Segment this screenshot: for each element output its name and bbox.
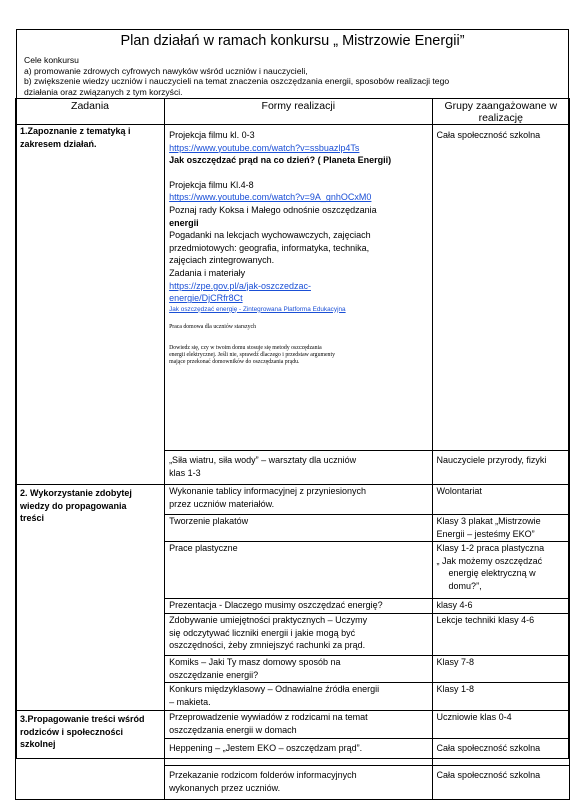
group-line: Cała społeczność szkolna	[436, 770, 541, 780]
goal-b-line2: działania oraz związanych z tym korzyści.	[24, 86, 183, 97]
goals-label: Cele konkursu	[24, 55, 79, 65]
task-3-line2: rodziców i społeczności	[20, 726, 124, 737]
group-line: Wolontariat	[436, 486, 482, 496]
forms-cell	[165, 614, 432, 656]
forms-cell	[165, 683, 432, 711]
wind-line1: „Siła wiatru, siła wody” – warsztaty dla uczniów	[169, 455, 357, 465]
group-line: Cała społeczność szkolna	[436, 743, 541, 753]
group-cell-wind: Nauczyciele przyrody, fizyki	[432, 451, 569, 485]
forms-cell-wind	[165, 451, 432, 485]
forms-cell	[165, 485, 432, 515]
group-cell	[432, 515, 569, 542]
group-cell	[432, 766, 569, 800]
film2-link[interactable]: https://www.youtube.com/watch?v=9A_gnhOCxM0	[169, 192, 372, 203]
zpe-link-line1[interactable]: https://zpe.gov.pl/a/jak-oszczedzac-	[169, 280, 311, 291]
group-cell-1: Cała społeczność szkolna	[432, 125, 569, 451]
group-line: Lekcje techniki klasy 4-6	[436, 615, 535, 625]
forms-cell	[165, 599, 432, 614]
table-row	[16, 125, 570, 451]
forms-cell	[165, 515, 432, 542]
pogadanki-line3: zajęciach zintegrowanych.	[169, 255, 275, 266]
form-line: wykonanych przez uczniów.	[169, 782, 281, 793]
group-cell	[432, 739, 569, 766]
group-cell	[432, 599, 569, 614]
forms-cell	[165, 542, 432, 599]
koksa-line2: energii	[169, 217, 199, 228]
group-line: Energii – jesteśmy EKO”	[436, 528, 535, 539]
group-line: „ Jak możemy oszczędzać	[436, 555, 543, 566]
action-plan-table	[15, 98, 570, 800]
homework-desc-1: Dowiedz się, czy w twoim domu stosuje się metody oszczędzania	[169, 344, 322, 351]
group-line: klasy 4-6	[436, 600, 473, 610]
group-line: Klasy 1-2 praca plastyczna	[436, 543, 545, 553]
group-line: domu?”,	[448, 580, 482, 591]
form-line: – makieta.	[169, 696, 211, 707]
koksa-line1: Poznaj rady Koksa i Małego odnośnie oszczędzania	[169, 204, 377, 215]
page-title: Plan działań w ramach konkursu „ Mistrzowie Energii”	[120, 33, 465, 49]
forms-cell	[165, 739, 432, 766]
homework-desc-3: mające przekonać domowników do oszczędzania prądu.	[169, 359, 300, 366]
task-1-line1: 1.Zapoznanie z tematyką i	[20, 126, 131, 136]
form-line: Tworzenie plakatów	[169, 516, 249, 526]
document-page	[16, 29, 569, 793]
forms-cell-1	[165, 125, 432, 451]
forms-cell	[165, 766, 432, 800]
form-line: Komiks – Jaki Ty masz domowy sposób na	[169, 657, 341, 667]
homework-desc-2: energii elektrycznej. Jeśli nie, sprawdź dlaczego i przedstaw argumenty	[169, 352, 335, 359]
forms-cell	[165, 711, 432, 739]
group-cell	[432, 656, 569, 683]
table-row	[16, 711, 570, 739]
group-cell	[432, 485, 569, 515]
zpe-title-link[interactable]: Jak oszczędzać energię - Zintegrowana Platforma Edukacyjna	[169, 305, 346, 313]
form-line: Zdobywanie umiejętności praktycznych – Uczymy	[169, 615, 368, 625]
group-cell	[432, 683, 569, 711]
group-line: Klasy 1-8	[436, 684, 475, 694]
task-3-line1: 3.Propagowanie treści wśród	[20, 714, 145, 724]
film1-title: Jak oszczędzać prąd na co dzień? ( Planeta Energii)	[169, 155, 392, 166]
pogadanki-line2: przedmiotowych: geografia, informatyka, technika,	[169, 242, 370, 253]
spacer	[169, 167, 427, 179]
task-3-line3: szkolnej	[20, 739, 56, 750]
table-row	[16, 485, 570, 515]
header-groups	[432, 99, 569, 125]
form-line: Przekazanie rodzicom folderów informacyjnych	[169, 770, 357, 780]
form-line: Przeprowadzenie wywiadów z rodzicami na temat	[169, 712, 368, 722]
pogadanki-line1: Pogadanki na lekcjach wychowawczych, zajęciach	[169, 230, 371, 241]
film1-link[interactable]: https://www.youtube.com/watch?v=ssbuazlp4Ts	[169, 142, 360, 153]
task-2-line3: treści	[20, 513, 45, 524]
form-line: się odczytywać liczniki energii i jakie mogą być	[169, 627, 356, 638]
film2-label: Projekcja filmu Kl.4-8	[169, 179, 254, 190]
group-cell	[432, 711, 569, 739]
group-line: Klasy 7-8	[436, 657, 475, 667]
task-2-line1: 2. Wykorzystanie zdobytej	[20, 488, 132, 498]
group-cell	[432, 614, 569, 656]
form-line: oszczędzanie energii?	[169, 669, 259, 680]
zpe-link-line2[interactable]: energie/DjCRfr8Ct	[169, 293, 243, 304]
forms-cell	[165, 656, 432, 683]
group-cell	[432, 542, 569, 599]
goal-a: a) promowanie zdrowych cyfrowych nawyków wśród uczniów i nauczycieli,	[24, 65, 308, 76]
header-groups-line1: Grupy zaangażowane w	[444, 100, 558, 112]
task-cell-1	[16, 125, 165, 485]
contest-goals	[24, 55, 564, 97]
group-line: energię elektryczną w	[448, 568, 536, 579]
form-line: Prace plastyczne	[169, 543, 238, 553]
form-line: Konkurs międzyklasowy – Odnawialne źródła energii	[169, 684, 380, 694]
homework-label: Praca domowa dla uczniów starszych	[169, 323, 256, 330]
task-1-line2: zakresem działań.	[20, 138, 97, 149]
header-tasks: Zadania	[16, 99, 165, 125]
group-line: Klasy 3 plakat „Mistrzowie	[436, 516, 541, 526]
film1-label: Projekcja filmu kl. 0-3	[169, 130, 255, 140]
form-line: przez uczniów materiałów.	[169, 498, 275, 509]
header-groups-line2: realizację	[478, 112, 523, 124]
task-2-line2: wiedzy do propagowania	[20, 500, 127, 511]
form-line: Prezentacja - Dlaczego musimy oszczędzać energię?	[169, 600, 383, 610]
goal-b-line1: b) zwiększenie wiedzy uczniów i nauczycieli na temat znaczenia oszczędzania energii, sposobów realizacji tego	[24, 76, 450, 87]
group-line: Uczniowie klas 0-4	[436, 712, 512, 722]
form-line: Heppening – „Jestem EKO – oszczędzam prąd”.	[169, 743, 363, 753]
header-forms: Formy realizacji	[165, 99, 432, 125]
form-line: Wykonanie tablicy informacyjnej z przyniesionych	[169, 486, 367, 496]
form-line: oszczędzania energii w domach	[169, 724, 297, 735]
task-cell-3	[16, 711, 165, 800]
zadania-label: Zadania i materiały	[169, 267, 246, 278]
task-cell-2	[16, 485, 165, 711]
wind-line2: klas 1-3	[169, 467, 201, 478]
table-header-row	[16, 99, 570, 125]
form-line: oszczędności, żeby zmniejszyć rachunki za prąd.	[169, 640, 366, 651]
